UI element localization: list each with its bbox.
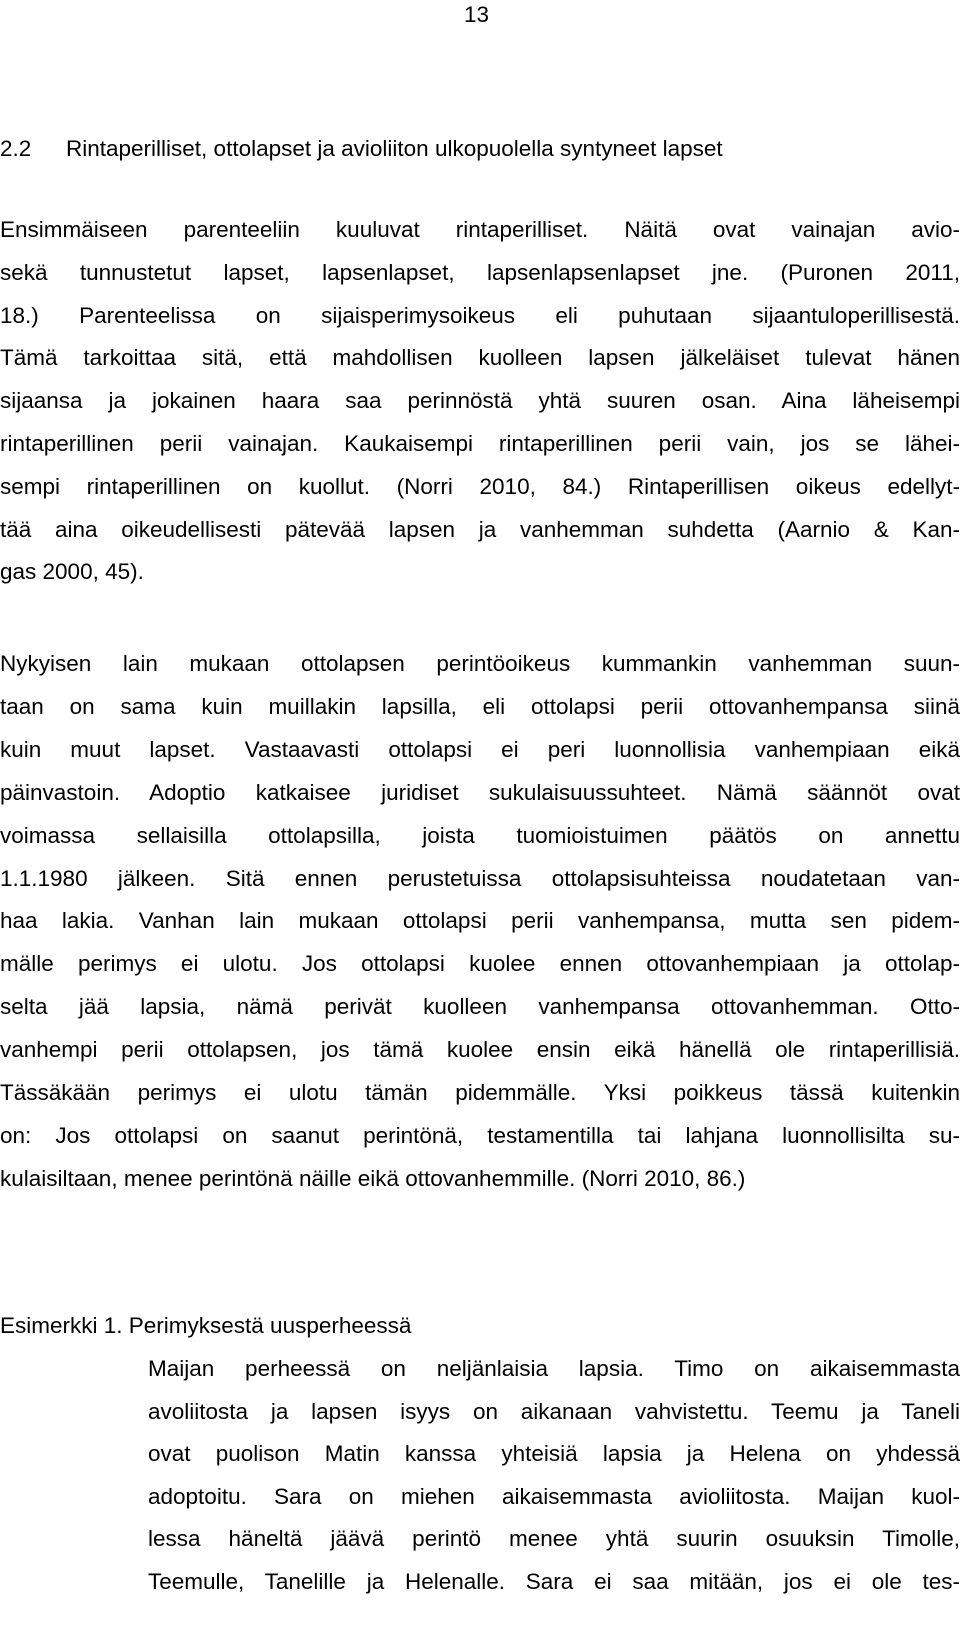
text-line: adoptoitu. Sara on miehen aikaisemmasta avioliitosta. Maijan kuol- (148, 1483, 960, 1509)
text-line: 1.1.1980 jälkeen. Sitä ennen perustetuissa ottolapsisuhteissa noudatetaan van- (0, 865, 960, 891)
text-line: Tässäkään perimys ei ulotu tämän pidemmälle. Yksi poikkeus tässä kuitenkin (0, 1080, 960, 1105)
text-line: selta jää lapsia, nämä perivät kuolleen vanhempansa ottovanhemman. Otto- (0, 994, 960, 1020)
page-number: 13 (464, 2, 490, 27)
text-line: lessa häneltä jäävä perintö menee yhtä suurin osuuksin Timolle, (148, 1526, 960, 1551)
text-line: sijaansa ja jokainen haara saa perinnöstä yhtä suuren osan. Aina läheisempi (0, 388, 960, 414)
text-line: kulaisiltaan, menee perintönä näille eikä ottovanhemmille. (Norri 2010, 86.) (0, 1165, 746, 1191)
text-line: sempi rintaperillinen on kuollut. (Norri 2010, 84.) Rintaperillisen oikeus edellyt- (0, 473, 960, 499)
section-number: 2.2 (0, 136, 32, 161)
section-title: Rintaperilliset, ottolapset ja avioliiton ulkopuolella syntyneet lapset (66, 136, 723, 161)
text-line: mälle perimys ei ulotu. Jos ottolapsi kuolee ennen ottovanhempiaan ja ottolap- (0, 951, 960, 977)
text-line: taan on sama kuin muillakin lapsilla, eli ottolapsi perii ottovanhempansa siinä (0, 693, 960, 719)
text-line: Ensimmäiseen parenteeliin kuuluvat rintaperilliset. Näitä ovat vainajan avio- (0, 217, 960, 242)
text-line: sekä tunnustetut lapset, lapsenlapset, lapsenlapsenlapset jne. (Puronen 2011, (0, 259, 960, 285)
section-heading (0, 136, 723, 162)
text-line: vanhempi perii ottolapsen, jos tämä kuolee ensin eikä hänellä ole rintaperillisiä. (0, 1037, 960, 1063)
text-line: avoliitosta ja lapsen isyys on aikanaan vahvistettu. Teemu ja Taneli (148, 1398, 960, 1424)
text-line: Nykyisen lain mukaan ottolapsen perintöoikeus kummankin vanhemman suun- (0, 651, 960, 676)
example-title: Esimerkki 1. Perimyksestä uusperheessä (0, 1313, 412, 1338)
text-line: Maijan perheessä on neljänlaisia lapsia. Timo on aikaisemmasta (148, 1356, 960, 1381)
text-line: Tämä tarkoittaa sitä, että mahdollisen kuolleen lapsen jälkeläiset tulevat hänen (0, 345, 960, 371)
text-line: tää aina oikeudellisesti pätevää lapsen ja vanhemman suhdetta (Aarnio & Kan- (0, 516, 960, 542)
text-line: kuin muut lapset. Vastaavasti ottolapsi ei peri luonnollisia vanhempiaan eikä (0, 736, 960, 762)
text-line: voimassa sellaisilla ottolapsilla, joista tuomioistuimen päätös on annettu (0, 822, 960, 848)
text-line: Teemulle, Tanelille ja Helenalle. Sara ei saa mitään, jos ei ole tes- (148, 1568, 960, 1594)
text-line: haa lakia. Vanhan lain mukaan ottolapsi perii vanhempansa, mutta sen pidem- (0, 908, 960, 934)
text-line: gas 2000, 45). (0, 559, 144, 585)
text-line: päinvastoin. Adoptio katkaisee juridiset sukulaisuussuhteet. Nämä säännöt ovat (0, 779, 960, 805)
text-line: on: Jos ottolapsi on saanut perintönä, testamentilla tai lahjana luonnollisilta su- (0, 1122, 960, 1148)
text-line: rintaperillinen perii vainajan. Kaukaisempi rintaperillinen perii vain, jos se lähei- (0, 431, 960, 456)
text-line: 18.) Parenteelissa on sijaisperimysoikeus eli puhutaan sijaantuloperillisestä. (0, 302, 960, 328)
text-line: ovat puolison Matin kanssa yhteisiä lapsia ja Helena on yhdessä (148, 1441, 960, 1466)
